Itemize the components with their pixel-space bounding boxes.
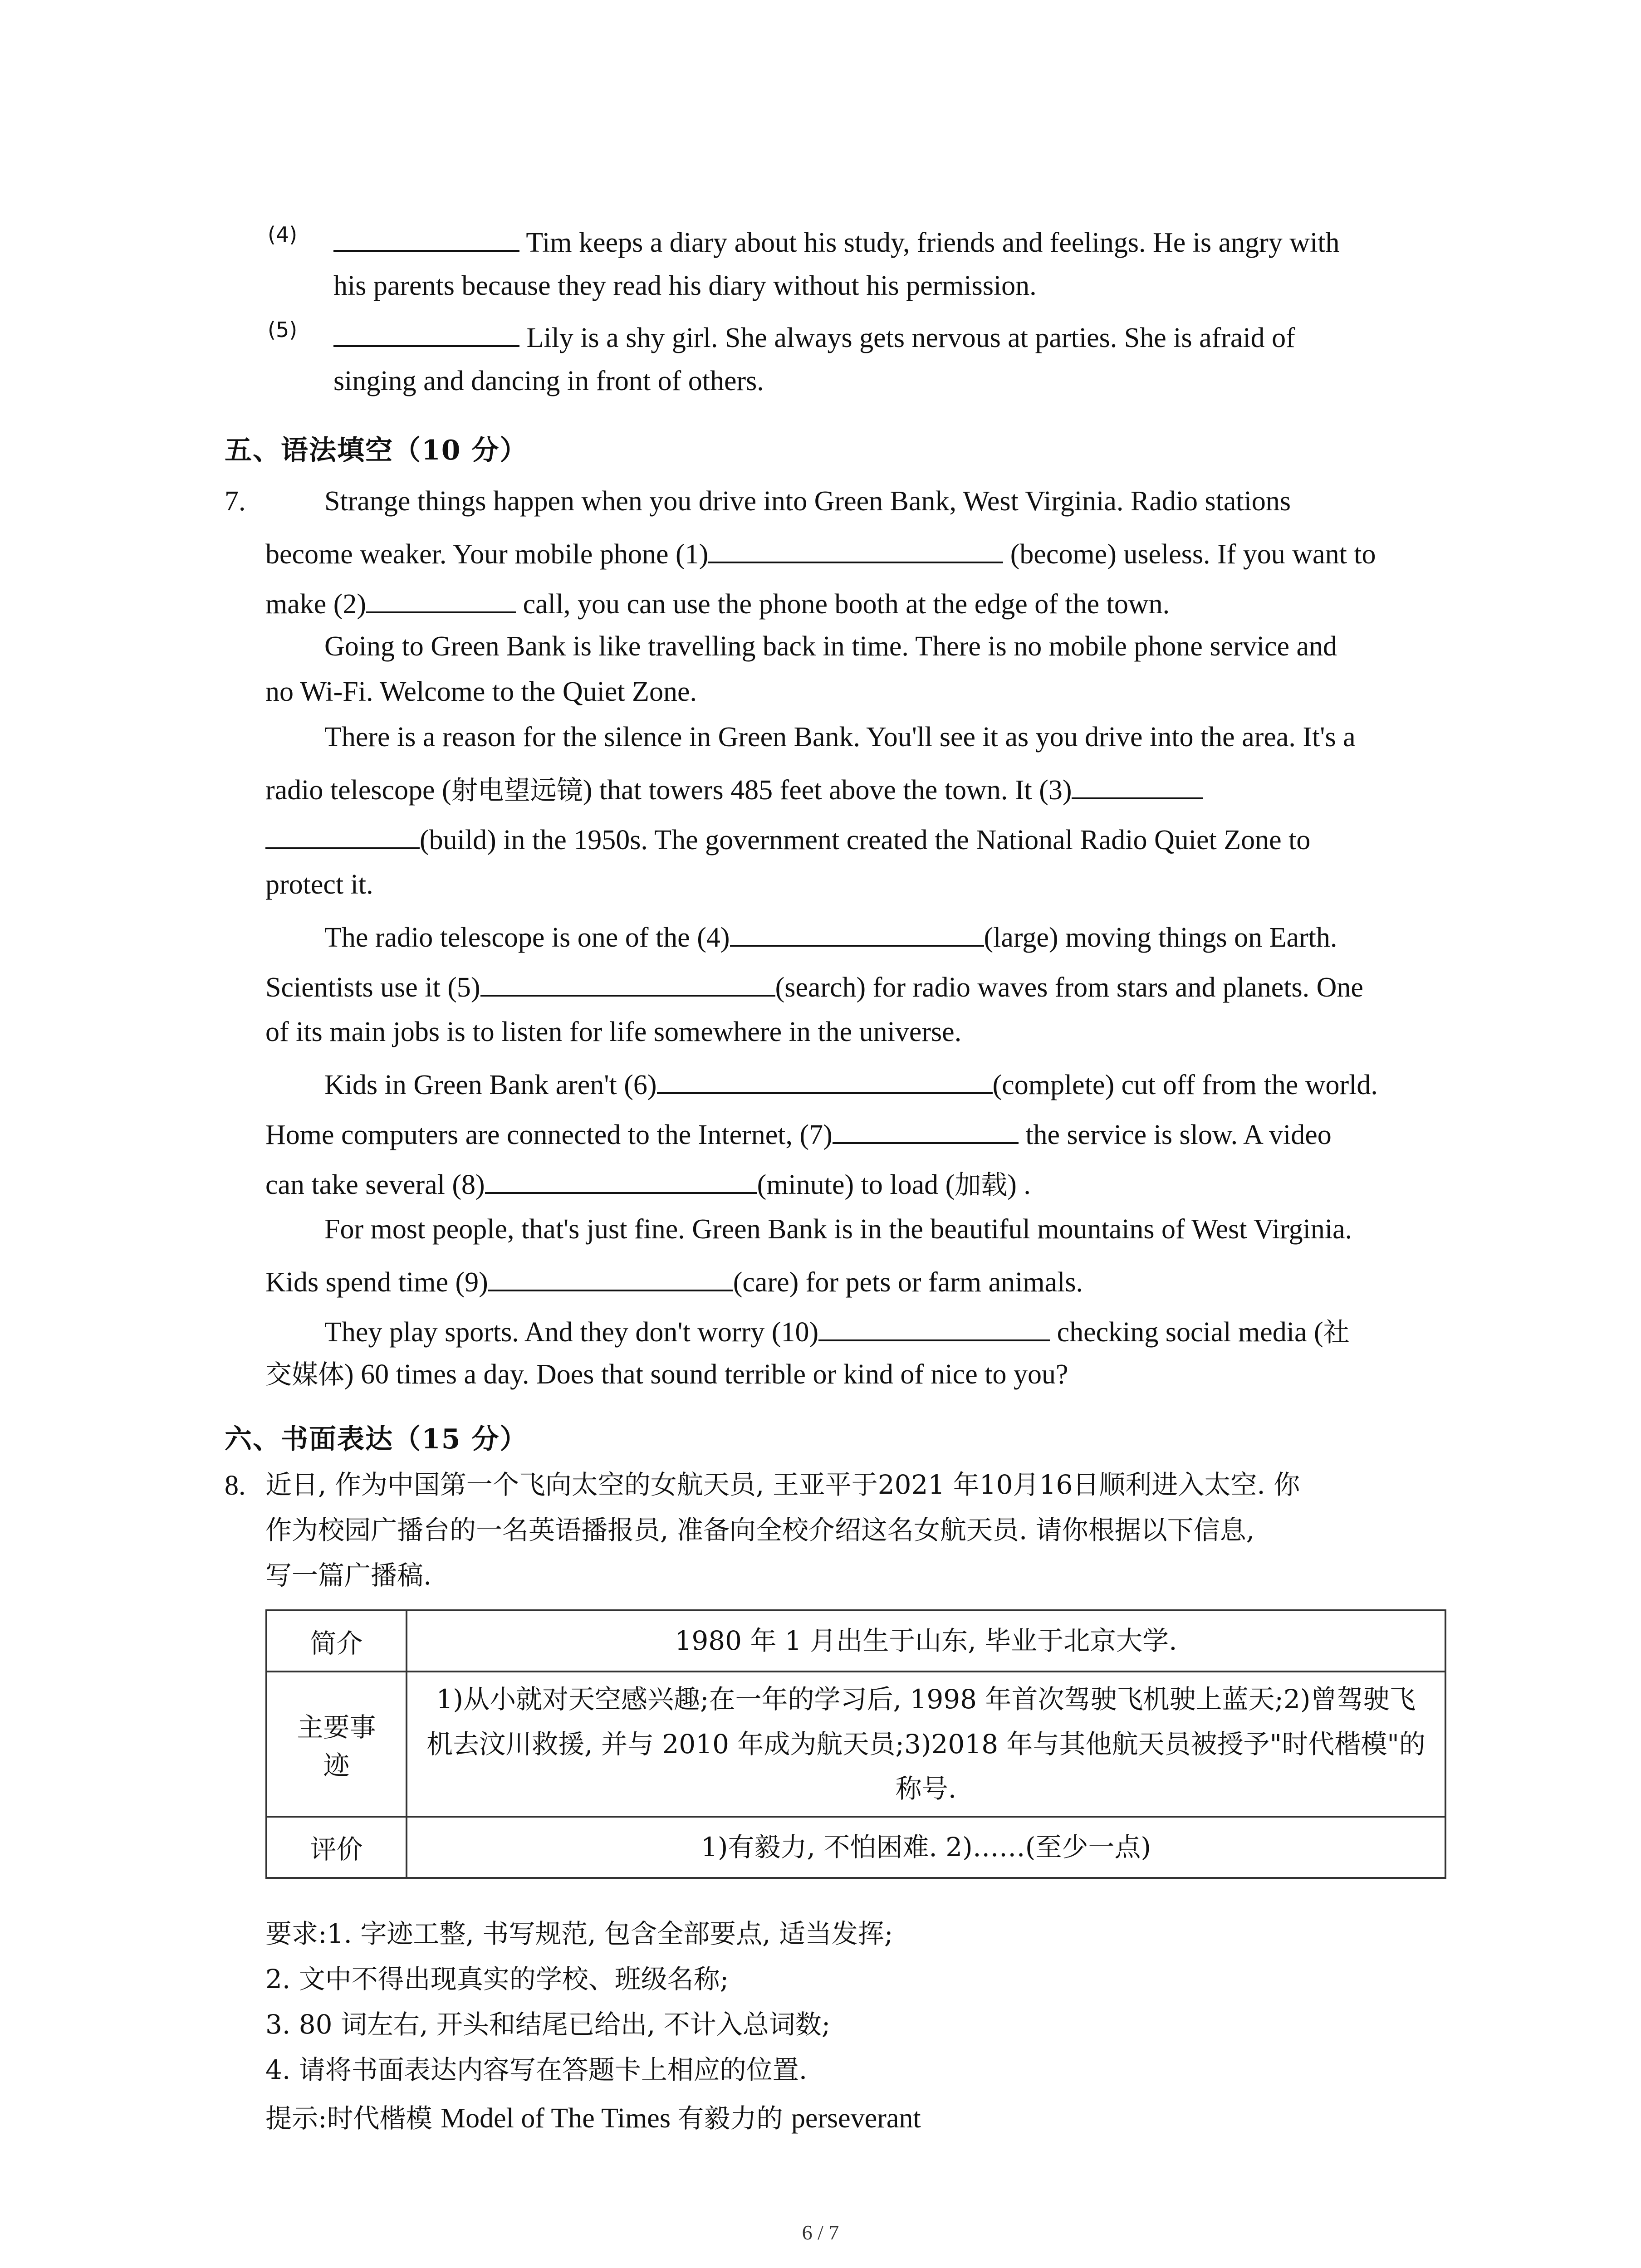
passage-line [324,1066,1378,1101]
passage-text: can take several (8) [265,1169,485,1200]
passage-text: become weaker. Your mobile phone (1) [265,539,709,570]
passage-line [324,919,1337,954]
answer-blank[interactable] [333,319,519,347]
passage-line [265,1166,1031,1201]
item-text: his parents because they read his diary without his permission. [333,270,1037,301]
blank-10[interactable] [818,1313,1050,1341]
hint-text: perseverant [791,2103,921,2134]
passage-text-cn: 交媒体 [265,1359,345,1390]
section-heading-grammar: 五、语法填空（10 分） [225,435,528,466]
item-line [333,319,1295,354]
blank-7[interactable] [833,1116,1019,1144]
table-row [266,1610,1445,1672]
table-label: 简介 [266,1610,407,1672]
table-row [266,1817,1445,1878]
passage-text: Home computers are connected to the Internet, (7) [265,1119,833,1150]
blank-1[interactable] [708,535,1003,563]
table-row [266,1672,1445,1817]
prompt-line: 作为校园广播台的一名英语播报员, 准备向全校介绍这名女航天员. 请你根据以下信息, [265,1515,1255,1545]
info-table [265,1609,1446,1879]
passage-text: (care) for pets or farm animals. [733,1267,1083,1298]
passage-line [265,585,1170,621]
page-number: 6 / 7 [802,2221,839,2244]
item-number: (4) [268,222,298,247]
blank-8[interactable] [485,1166,757,1194]
blank-2[interactable] [366,585,516,613]
blank-4[interactable] [730,919,984,947]
passage-text: (complete) cut off from the world. [992,1070,1378,1100]
passage-line: protect it. [265,869,373,900]
passage-line [265,1359,1068,1391]
question-number: 7. [225,486,246,517]
question-number: 8. [225,1470,246,1501]
hint-text: 有毅力的 [677,2103,791,2134]
item-text: singing and dancing in front of others. [333,366,764,396]
answer-blank[interactable] [333,224,519,252]
requirement-line: 4. 请将书面表达内容写在答题卡上相应的位置. [265,2054,808,2085]
passage-text: (minute) to load ( [757,1169,955,1200]
passage-text: checking social media ( [1057,1317,1323,1348]
requirement-line: 要求:1. 字迹工整, 书写规范, 包含全部要点, 适当发挥; [265,1918,893,1949]
passage-text: the service is slow. A video [1025,1119,1332,1150]
passage-text: (become) useless. If you want to [1010,539,1376,570]
prompt-line: 写一篇广播稿. [265,1560,432,1591]
passage-text: (search) for radio waves from stars and planets. One [775,972,1363,1003]
passage-text: ) 60 times a day. Does that sound terrible or kind of nice to you? [344,1359,1068,1390]
passage-line: Strange things happen when you drive into Green Bank, West Virginia. Radio stations [324,486,1291,517]
passage-line: Going to Green Bank is like travelling back in time. There is no mobile phone service and [324,631,1337,662]
hint-text: 提示:时代楷模 [265,2103,441,2134]
passage-line: For most people, that's just fine. Green Bank is in the beautiful mountains of West Virginia. [324,1214,1352,1245]
passage-text: (large) moving things on Earth. [984,922,1337,953]
passage-text: call, you can use the phone booth at the edge of the town. [523,589,1170,620]
blank-5[interactable] [480,968,775,997]
table-content: 1980 年 1 月出生于山东, 毕业于北京大学. [407,1610,1445,1672]
passage-line [265,1263,1083,1299]
passage-line [324,1313,1350,1349]
hint-text: Model of The Times [440,2103,678,2134]
blank-6[interactable] [657,1066,993,1094]
passage-line [265,1116,1332,1151]
item-number: (5) [268,318,298,342]
blank-3a[interactable] [1072,771,1203,799]
passage-text: (build) in the 1950s. The government created the National Radio Quiet Zone to [420,825,1311,855]
requirement-line: 3. 80 词左右, 开头和结尾已给出, 不计入总词数; [265,2009,831,2040]
passage-line: no Wi-Fi. Welcome to the Quiet Zone. [265,676,697,707]
passage-text-cn: 社 [1323,1317,1350,1348]
table-label: 评价 [266,1817,407,1878]
passage-text: Kids spend time (9) [265,1267,488,1298]
passage-line [265,968,1363,1004]
passage-text: They play sports. And they don't worry (10) [324,1317,819,1348]
blank-3b[interactable] [265,821,420,849]
passage-text: The radio telescope is one of the (4) [324,922,730,953]
item-line [333,224,1340,259]
passage-text: Scientists use it (5) [265,972,480,1003]
passage-line [265,771,1203,807]
passage-text-cn: 加载 [955,1169,1008,1200]
passage-line [265,535,1376,571]
table-content: 1)有毅力, 不怕困难. 2)……(至少一点) [407,1817,1445,1878]
passage-text: Kids in Green Bank aren't (6) [324,1070,657,1100]
passage-text-cn: 射电望远镜 [451,775,583,806]
prompt-line: 近日, 作为中国第一个飞向太空的女航天员, 王亚平于2021 年10月16日顺利进入太空. 你 [265,1469,1300,1500]
passage-text: ) that towers 485 feet above the town. It (3) [583,775,1072,806]
passage-line: of its main jobs is to listen for life somewhere in the universe. [265,1017,962,1047]
passage-line: There is a reason for the silence in Green Bank. You'll see it as you drive into the area. It's a [324,722,1356,753]
item-text: Tim keeps a diary about his study, friends and feelings. He is angry with [526,227,1340,258]
table-content: 1)从小就对天空感兴趣;在一年的学习后, 1998 年首次驾驶飞机驶上蓝天;2)曾驾驶飞机去汶川救援, 并与 2010 年成为航天员;3)2018 年与其他航天员被授予"时代楷模"的称号. [407,1672,1445,1817]
item-text: Lily is a shy girl. She always gets nervous at parties. She is afraid of [526,323,1295,353]
table-label: 主要事迹 [266,1672,407,1817]
requirement-line: 2. 文中不得出现真实的学校、班级名称; [265,1964,729,1994]
passage-text: ) . [1007,1169,1031,1200]
passage-text: radio telescope ( [265,775,451,806]
passage-text: make (2) [265,589,367,620]
passage-line [265,821,1310,856]
section-heading-writing: 六、书面表达（15 分） [225,1423,528,1455]
hint-line [265,2102,921,2135]
blank-9[interactable] [488,1263,733,1291]
